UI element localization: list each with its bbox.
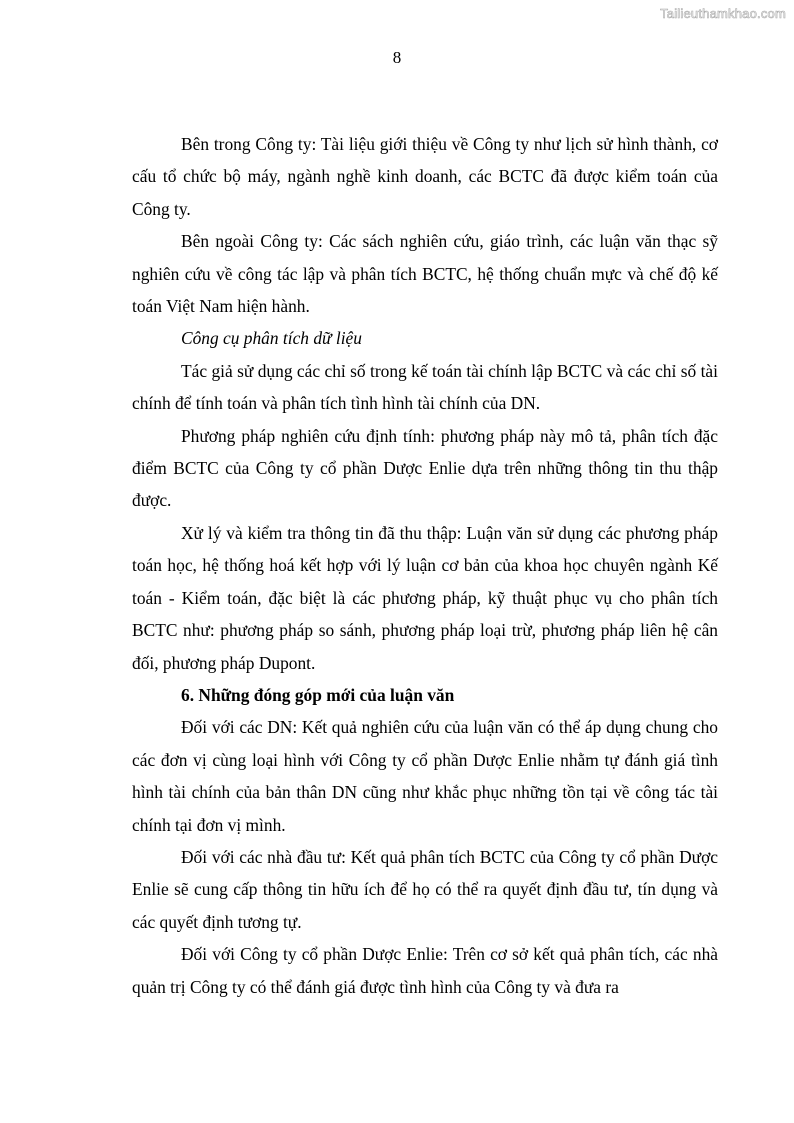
paragraph-for-enterprises: Đối với các DN: Kết quả nghiên cứu của luận văn có thể áp dụng chung cho các đơn vị cùng loại hình với Công ty cổ phần Dược Enlie nhằm tự đánh giá tình hình tài chính của bản thân DN cũng như khắc phục những tồn tại về công tác tài chính tại đơn vị mình.: [132, 717, 718, 835]
paragraph-qualitative-method: Phương pháp nghiên cứu định tính: phương pháp này mô tả, phân tích đặc điểm BCTC của Công ty cổ phần Dược Enlie dựa trên những thông tin thu thập được.: [132, 425, 718, 511]
subheading-data-analysis-tools: Công cụ phân tích dữ liệu: [181, 328, 362, 349]
watermark-text: Tailieuthamkhao.com: [660, 6, 786, 21]
paragraph-for-investors: Đối với các nhà đầu tư: Kết quả phân tích BCTC của Công ty cổ phần Dược Enlie sẽ cung cấp thông tin hữu ích để họ có thể ra quyết định đầu tư, tín dụng và các quyết định tương tự.: [132, 846, 718, 932]
paragraph-data-processing: Xử lý và kiểm tra thông tin đã thu thập: Luận văn sử dụng các phương pháp toán học, hệ thống hoá kết hợp với lý luận cơ bản của khoa học chuyên ngành Kế toán - Kiểm toán, đặc biệt là các phương pháp, kỹ thuật phục vụ cho phân tích BCTC như: phương pháp so sánh, phương pháp loại trừ, phương pháp liên hệ cân đối, phương pháp Dupont.: [132, 522, 718, 673]
document-body: [132, 128, 718, 1003]
paragraph-internal-sources: Bên trong Công ty: Tài liệu giới thiệu về Công ty như lịch sử hình thành, cơ cấu tổ chức bộ máy, ngành nghề kinh doanh, các BCTC đã được kiểm toán của Công ty.: [132, 134, 718, 219]
page-number: 8: [392, 48, 402, 67]
paragraph-external-sources: Bên ngoài Công ty: Các sách nghiên cứu, giáo trình, các luận văn thạc sỹ nghiên cứu về công tác lập và phân tích BCTC, hệ thống chuẩn mực và chế độ kế toán Việt Nam hiện hành.: [132, 231, 718, 317]
paragraph-financial-indicators: Tác giả sử dụng các chỉ số trong kế toán tài chính lập BCTC và các chỉ số tài chính để tính toán và phân tích tình hình tài chính của DN.: [132, 360, 718, 414]
paragraph-for-company: Đối với Công ty cổ phần Dược Enlie: Trên cơ sở kết quả phân tích, các nhà quản trị Công ty có thể đánh giá được tình hình của Công ty và đưa ra: [132, 944, 718, 997]
section-heading-contributions: 6. Những đóng góp mới của luận văn: [181, 684, 455, 705]
